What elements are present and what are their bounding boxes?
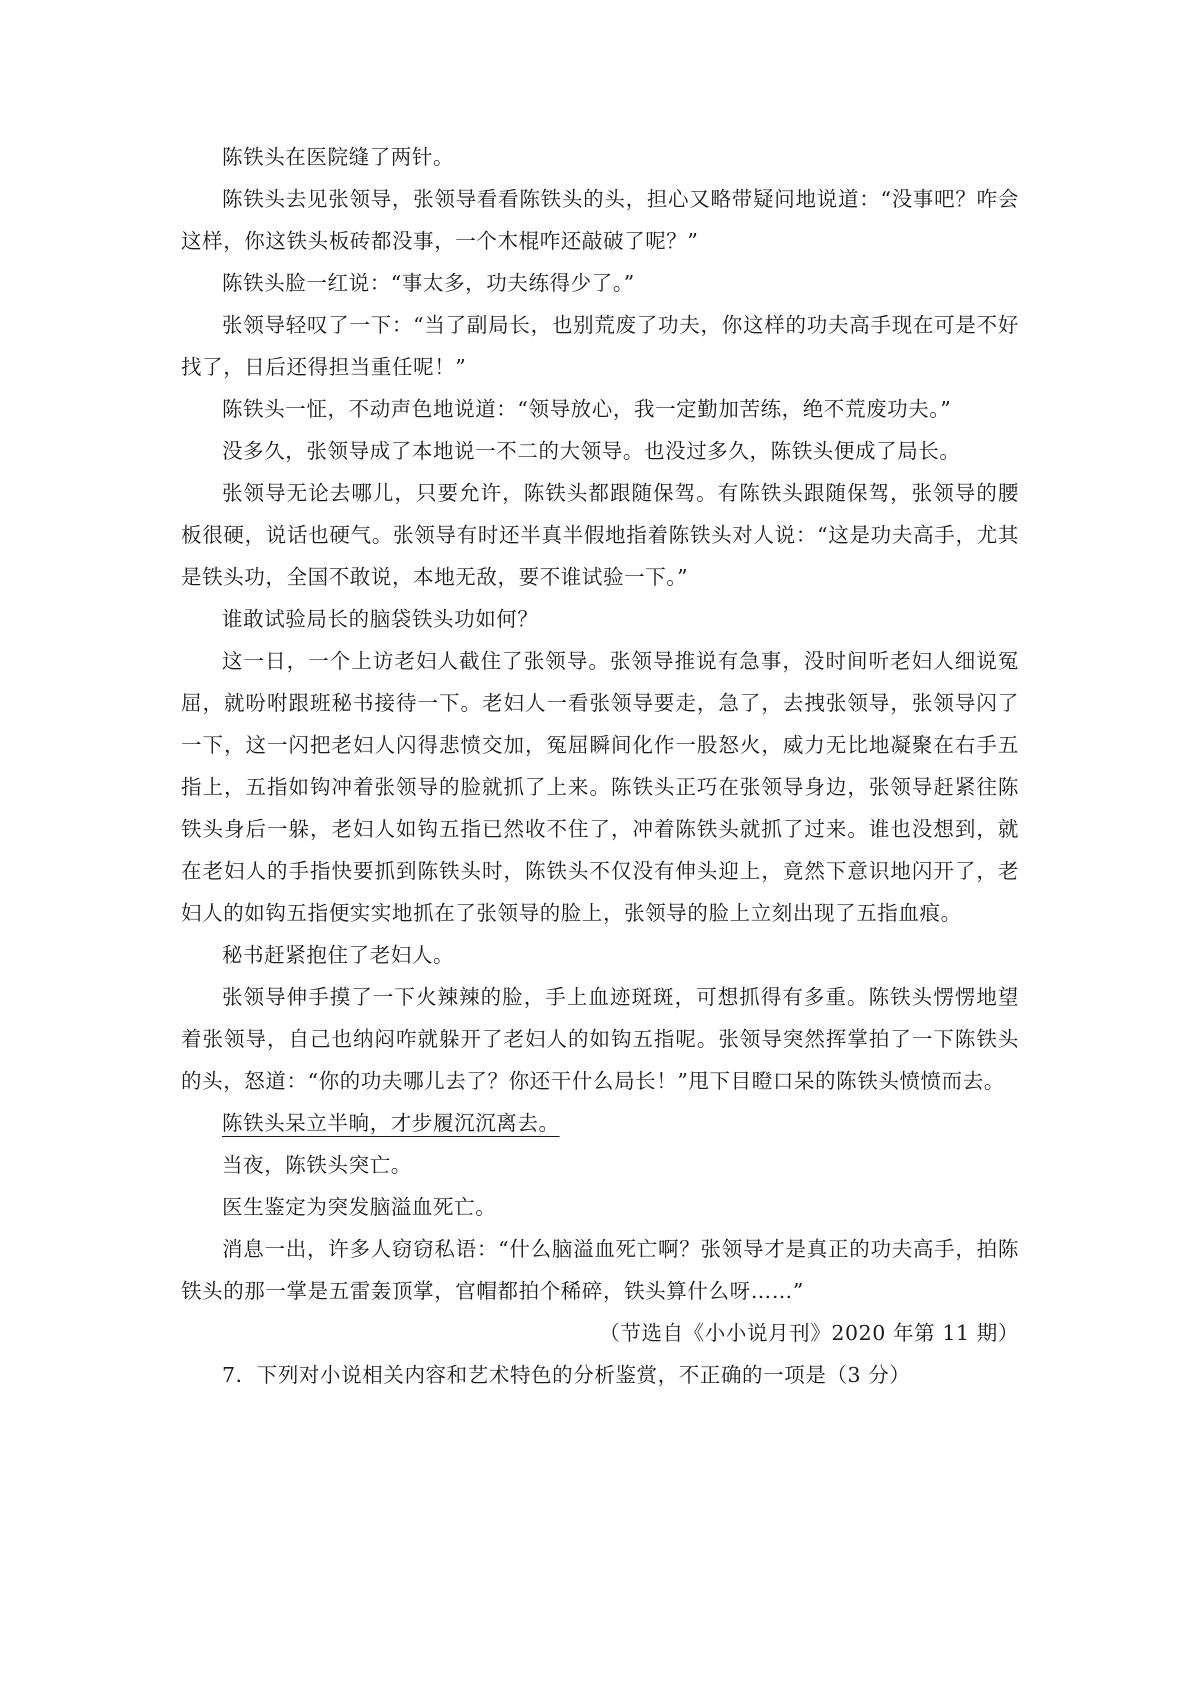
paragraph: 陈铁头在医院缝了两针。 bbox=[222, 145, 455, 169]
paragraph: 没多久，张领导成了本地说一不二的大领导。也没过多久，陈铁头便成了局长。 bbox=[222, 439, 961, 463]
story-text bbox=[181, 136, 1019, 1396]
paragraph: 谁敢试验局长的脑袋铁头功如何？ bbox=[222, 607, 539, 631]
paragraph: 这一日，一个上访老妇人截住了张领导。张领导推说有急事，没时间听老妇人细说冤屈，就吩咐跟班秘书接待一下。老妇人一看张领导要走，急了，去拽张领导，张领导闪了一下，这一闪把老妇人闪得悲愤交加，冤屈瞬间化作一股怒火，威力无比地凝聚在右手五指上，五指如钩冲着张领导的脸就抓了上来。陈铁头正巧在张领导身边，张领导赶紧往陈铁头身后一躲，老妇人如钩五指已然收不住了，冲着陈铁头就抓了过来。谁也没想到，就在老妇人的手指快要抓到陈铁头时，陈铁头不仅没有伸头迎上，竟然下意识地闪开了，老妇人的如钩五指便实实地抓在了张领导的脸上，张领导的脸上立刻出现了五指血痕。 bbox=[181, 649, 1019, 925]
paragraph: 张领导无论去哪儿，只要允许，陈铁头都跟随保驾。有陈铁头跟随保驾，张领导的腰板很硬，说话也硬气。张领导有时还半真半假地指着陈铁头对人说：“这是功夫高手，尤其是铁头功，全国不敢说，本地无敌，要不谁试验一下。” bbox=[181, 481, 1019, 589]
underlined-paragraph bbox=[181, 1102, 1019, 1144]
paragraph: 张领导伸手摸了一下火辣辣的脸，手上血迹斑斑，可想抓得有多重。陈铁头愣愣地望着张领导，自己也纳闷咋就躲开了老妇人的如钩五指呢。张领导突然挥掌拍了一下陈铁头的头，怒道：“你的功夫哪儿去了？你还干什么局长！”甩下目瞪口呆的陈铁头愤愤而去。 bbox=[181, 985, 1019, 1093]
underlined-sentence: 陈铁头呆立半晌，才步履沉沉离去。 bbox=[222, 1111, 560, 1135]
paragraph: 陈铁头一怔，不动声色地说道：“领导放心，我一定勤加苦练，绝不荒废功夫。” bbox=[222, 397, 952, 421]
paragraph: 医生鉴定为突发脑溢血死亡。 bbox=[222, 1195, 497, 1219]
paragraph: 张领导轻叹了一下：“当了副局长，也别荒废了功夫，你这样的功夫高手现在可是不好找了，日后还得担当重任呢！” bbox=[181, 313, 1019, 379]
paragraph: 秘书赶紧抱住了老妇人。 bbox=[222, 943, 455, 967]
source-citation: （节选自《小小说月刊》2020 年第 11 期） bbox=[599, 1321, 1019, 1345]
paragraph: 当夜，陈铁头突亡。 bbox=[222, 1153, 412, 1177]
paragraph: 陈铁头脸一红说：“事太多，功夫练得少了。” bbox=[222, 271, 635, 295]
paragraph: 陈铁头去见张领导，张领导看看陈铁头的头，担心又略带疑问地说道：“没事吧？咋会这样，你这铁头板砖都没事，一个木棍咋还敲破了呢？” bbox=[181, 187, 1019, 253]
question-7: 7．下列对小说相关内容和艺术特色的分析鉴赏，不正确的一项是（3 分） bbox=[222, 1363, 911, 1387]
paragraph: 消息一出，许多人窃窃私语：“什么脑溢血死亡啊？张领导才是真正的功夫高手，拍陈铁头的那一掌是五雷轰顶掌，官帽都拍个稀碎，铁头算什么呀……” bbox=[181, 1237, 1019, 1303]
